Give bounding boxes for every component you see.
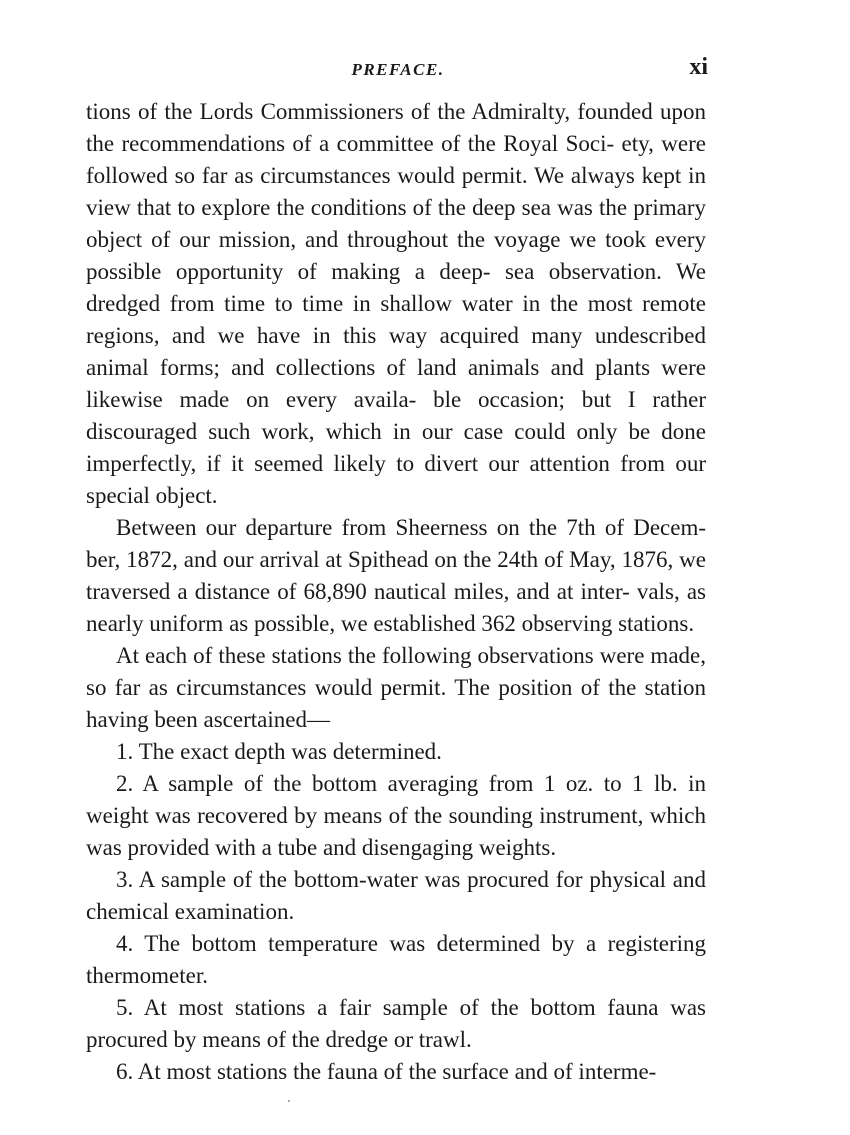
body-text: [86, 96, 706, 1088]
list-item-bottom-sample: 2. A sample of the bottom averaging from 1 oz. to 1 lb. in weight was recovered by means of the sounding instrument, which was provided with a tube and disengaging weights.: [86, 771, 706, 860]
list-item-bottom-temperature: 4. The bottom temperature was determined by a registering thermometer.: [86, 931, 706, 988]
paragraph-continuation: tions of the Lords Commissioners of the Admiralty, founded upon the recommendations of a committee of the Royal Soci- ety, were followed so far as circumstances would permit. We always kept in view that to explore the conditions of the deep sea was the primary object of our mission, and throughout the voyage we took every possible opportunity of making a deep- sea observation. We dredged from time to time in shallow water in the most remote regions, and we have in this way acquired many undescribed animal forms; and collections of land animals and plants were likewise made on every availa- ble occasion; but I rather discouraged such work, which in our case could only be done imperfectly, if it seemed likely to divert our attention from our special object.: [86, 99, 706, 508]
list-item-surface-fauna: 6. At most stations the fauna of the surface and of interme-: [116, 1059, 657, 1084]
printer-speck: [288, 1100, 290, 1102]
running-title: PREFACE.: [351, 60, 445, 79]
running-head: [88, 52, 708, 86]
list-item-depth: 1. The exact depth was determined.: [116, 739, 442, 764]
paragraph-station-observations: At each of these stations the following observations were made, so far as circumstances would permit. The position of the station having been ascertained—: [86, 643, 706, 732]
list-item-bottom-fauna: 5. At most stations a fair sample of the bottom fauna was procured by means of the dredge or trawl.: [86, 995, 706, 1052]
list-item-bottom-water: 3. A sample of the bottom-water was procured for physical and chemical examination.: [86, 867, 706, 924]
paragraph-voyage-distance: Between our departure from Sheerness on the 7th of Decem- ber, 1872, and our arrival at Spithead on the 24th of May, 1876, we traversed a distance of 68,890 nautical miles, and at inter- vals, as nearly uniform as possible, we established 362 observing stations.: [86, 515, 706, 636]
page-number: xi: [689, 54, 708, 80]
